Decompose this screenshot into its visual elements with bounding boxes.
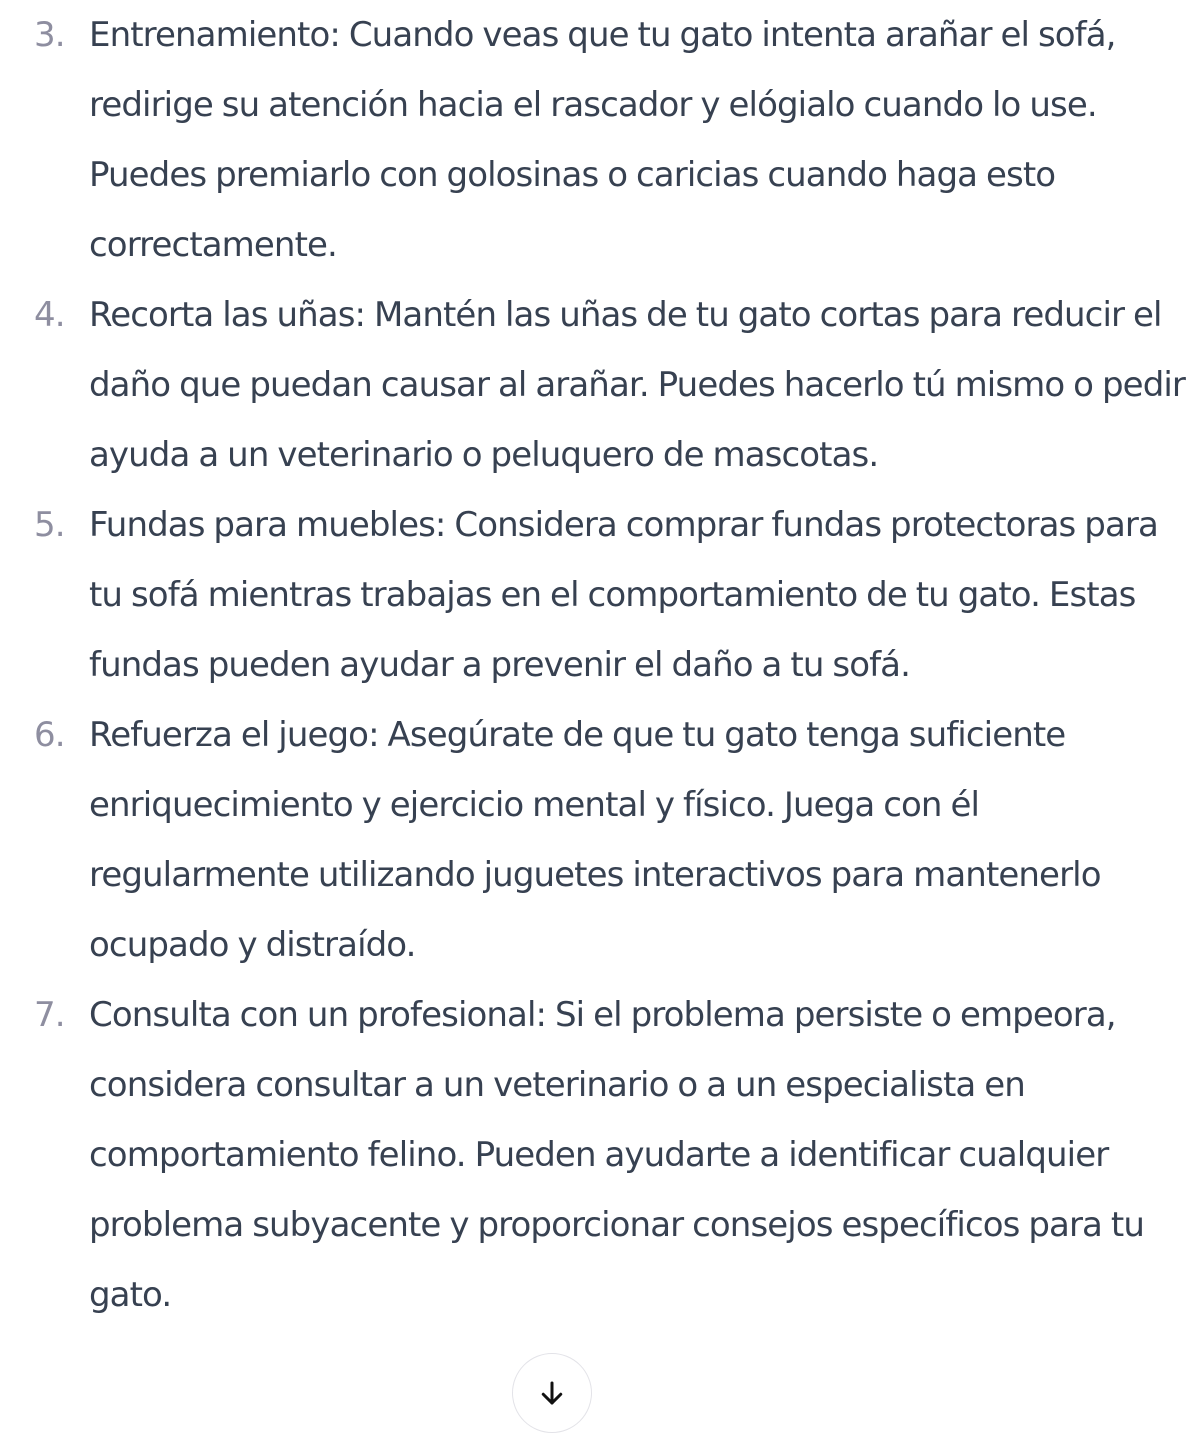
list-item	[0, 490, 1203, 700]
list-item-text: Refuerza el juego: Asegúrate de que tu gato tenga suficiente enriquecimiento y ejercicio mental y físico. Juega con él regularmente utilizando juguetes interactivos para mantenerlo ocupado y distraído.	[89, 715, 1101, 965]
list-item-number: 3.	[34, 15, 65, 55]
list-item-text: Entrenamiento: Cuando veas que tu gato intenta arañar el sofá, redirige su atención hacia el rascador y elógialo cuando lo use. Puedes premiarlo con golosinas o caricias cuando haga esto correctamente.	[89, 15, 1116, 265]
list-item	[0, 0, 1203, 280]
scroll-to-bottom-button[interactable]	[512, 1353, 592, 1433]
list-item-text: Recorta las uñas: Mantén las uñas de tu gato cortas para reducir el daño que puedan causar al arañar. Puedes hacerlo tú mismo o pedir ayuda a un veterinario o peluquero de mascotas.	[89, 295, 1185, 475]
list-item	[0, 280, 1203, 490]
arrow-down-icon	[537, 1378, 567, 1408]
list-item-number: 5.	[34, 505, 65, 545]
list-item-text: Consulta con un profesional: Si el problema persiste o empeora, considera consultar a un veterinario o a un especialista en comportamiento felino. Pueden ayudarte a identificar cualquier problema subyacente y proporcionar consejos específicos para tu gato.	[89, 995, 1144, 1315]
list-item-text: Fundas para muebles: Considera comprar fundas protectoras para tu sofá mientras trabajas en el comportamiento de tu gato. Estas fundas pueden ayudar a prevenir el daño a tu sofá.	[89, 505, 1158, 685]
list-item	[0, 700, 1203, 980]
list-item-number: 4.	[34, 295, 65, 335]
list-item	[0, 980, 1203, 1330]
list-item-number: 7.	[34, 995, 65, 1035]
list-item-number: 6.	[34, 715, 65, 755]
